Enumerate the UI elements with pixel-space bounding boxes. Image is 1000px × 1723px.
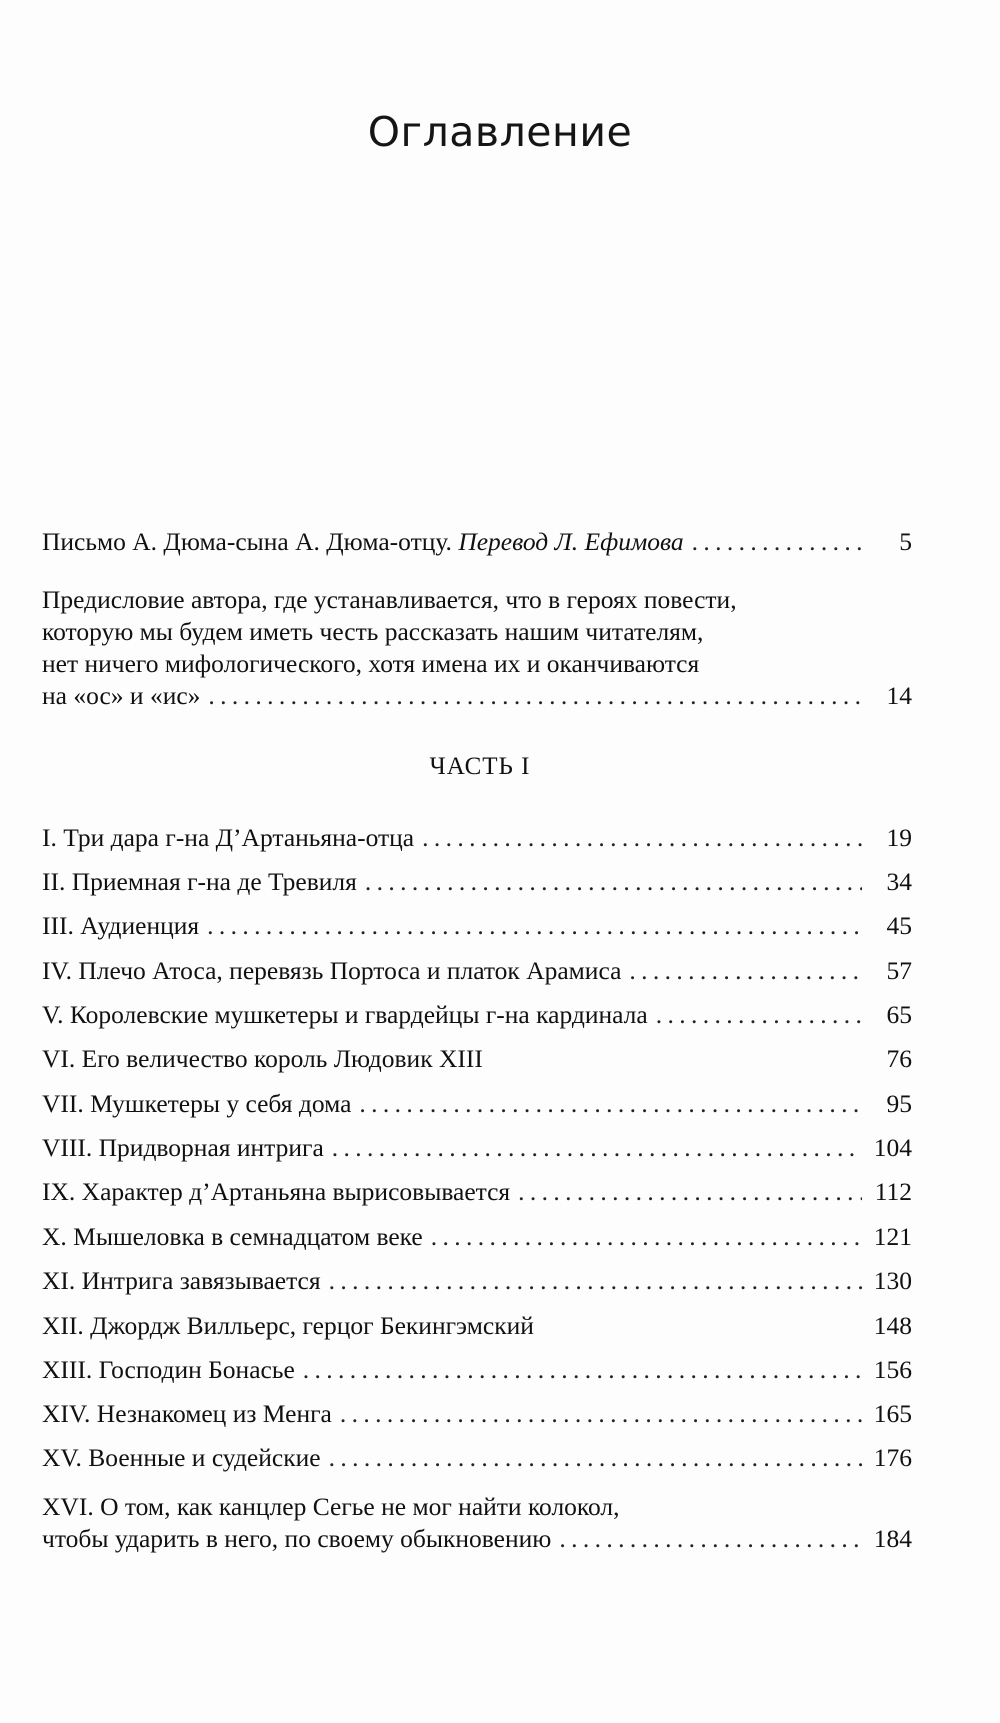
toc-page-number: 57 [886,956,912,985]
toc-chapter-9[interactable] [42,1176,912,1208]
chapter-title: III. Аудиенция [42,911,200,940]
toc-chapter-5[interactable] [42,999,912,1031]
leader-dots [329,1442,862,1474]
toc-page-number: 95 [886,1089,912,1118]
chapter-title: VIII. Придворная интрига [42,1133,324,1162]
chapter-title: VII. Мушкетеры у себя дома [42,1089,352,1118]
toc-page-number: 165 [873,1399,912,1428]
toc-entry-line: на «ос» и «ис» [42,681,201,710]
part-heading: ЧАСТЬ I [429,753,531,780]
leader-dots [422,822,862,854]
toc-chapter-3[interactable] [42,910,912,942]
toc-page-number: 5 [899,527,912,556]
toc-chapter-14[interactable] [42,1398,912,1430]
chapter-title: XV. Военные и судейские [42,1443,321,1472]
leader-dots [656,999,862,1031]
toc-chapter-1[interactable] [42,822,912,854]
chapter-title: X. Мышеловка в семнадцатом веке [42,1222,423,1251]
leader-dots [208,680,862,712]
leader-dots [207,910,862,942]
toc-entry-label: Письмо А. Дюма-сына А. Дюма-отцу. [42,527,452,556]
leader-dots [431,1221,862,1253]
leader-dots [518,1176,862,1208]
toc-chapter-7[interactable] [42,1088,912,1120]
toc-entry-preface[interactable] [42,584,912,712]
toc-page-number: 130 [873,1266,912,1295]
toc-chapter-4[interactable] [42,955,912,987]
toc-page-number: 112 [874,1177,912,1206]
toc-page-number: 104 [873,1133,912,1162]
toc-page-number: 121 [873,1222,912,1251]
toc-page-number: 19 [886,823,912,852]
chapter-title: II. Приемная г-на де Тревиля [42,867,357,896]
toc-page-number: 148 [873,1311,912,1340]
toc-page-number: 76 [886,1044,912,1073]
toc-page-number: 156 [873,1355,912,1384]
toc-chapter-13[interactable] [42,1354,912,1386]
leader-dots [329,1265,862,1297]
toc-page-number: 14 [886,681,912,710]
chapter-title: IV. Плечо Атоса, перевязь Портоса и платок Арамиса [42,956,622,985]
toc-chapter-8[interactable] [42,1132,912,1164]
chapter-title: I. Три дара г-на Д’Артаньяна-отца [42,823,415,852]
toc-page-number: 34 [886,867,912,896]
toc-page-number: 45 [886,911,912,940]
leader-dots [303,1354,862,1386]
chapter-title: XII. Джордж Вилльерс, герцог Бекингэмский [42,1311,534,1340]
chapter-title: V. Королевские мушкетеры и гвардейцы г-на кардинала [42,1000,648,1029]
toc-chapter-11[interactable] [42,1265,912,1297]
toc-page-number: 176 [873,1443,912,1472]
toc-chapter-16[interactable] [42,1491,912,1555]
chapter-title: IX. Характер д’Артаньяна вырисовывается [42,1177,511,1206]
chapter-title: XI. Интрига завязывается [42,1266,321,1295]
leader-dots [629,955,862,987]
toc-entry-line: Предисловие автора, где устанавливается, что в героях повести, [42,585,737,614]
toc-page-number: 65 [886,1000,912,1029]
chapter-title: XIV. Незнакомец из Менга [42,1399,332,1428]
toc-entry-line: нет ничего мифологического, хотя имена их и оканчиваются [42,649,700,678]
toc-entry-line: которую мы будем иметь честь рассказать нашим читателям, [42,617,704,646]
toc-entry-translator: Перевод Л. Ефимова [458,527,684,556]
leader-dots [332,1132,862,1164]
toc-chapter-6[interactable] [42,1043,912,1075]
toc-page-number: 184 [873,1524,912,1553]
chapter-title: XIII. Господин Бонасье [42,1355,295,1384]
toc-chapter-2[interactable] [42,866,912,898]
toc-chapter-15[interactable] [42,1442,912,1474]
leader-dots [365,866,862,898]
leader-dots [340,1398,862,1430]
toc-entry-letter[interactable] [42,526,912,558]
chapter-title-line: чтобы ударить в него, по своему обыкновению [42,1524,552,1553]
chapter-title-line: XVI. О том, как канцлер Сегье не мог найти колокол, [42,1492,620,1521]
page-title: Оглавление [367,108,633,156]
leader-dots [559,1523,862,1555]
toc-chapter-12[interactable] [42,1310,912,1342]
chapter-title: VI. Его величество король Людовик XIII [42,1044,483,1073]
leader-dots [692,526,862,558]
toc-chapter-10[interactable] [42,1221,912,1253]
leader-dots [359,1088,862,1120]
